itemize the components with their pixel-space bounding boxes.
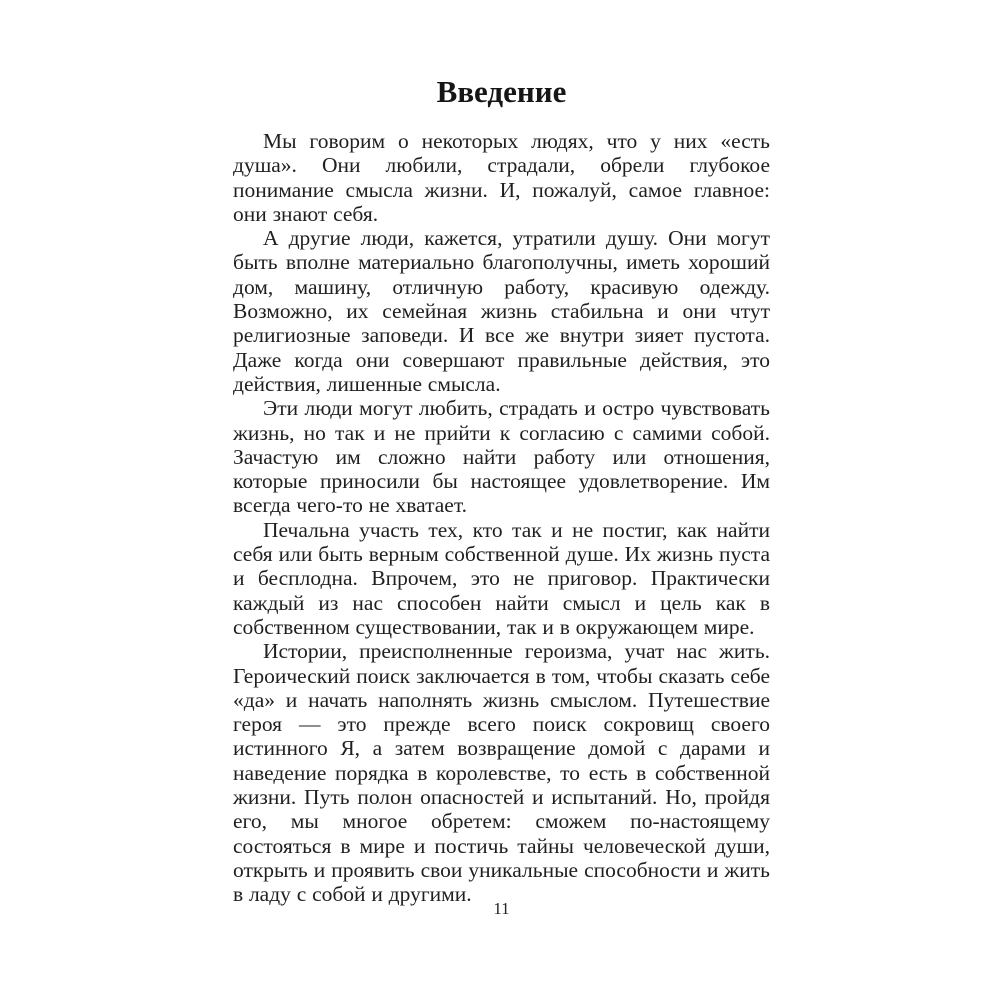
paragraph-5: Истории, преисполненные героизма, учат нас жить. Героический поиск заключается в том, чтобы сказать себе «да» и начать наполнять жизнь смыслом. Путешествие героя — это прежде всего поиск сокровищ своего истинного Я, а затем возвращение домой с дарами и наведение порядка в королевстве, то есть в собственной жизни. Путь полон опасностей и испытаний. Но, пройдя его, мы многое обретем: сможем по-настоящему состояться в мире и постичь тайны человеческой души, открыть и проявить свои уникальные способности и жить в ладу с собой и другими.	[233, 639, 770, 907]
chapter-title: Введение	[436, 74, 567, 109]
page-number: 11	[493, 899, 510, 918]
paragraph-1: Мы говорим о некоторых людях, что у них «есть душа». Они любили, страдали, обрели глубокое понимание смысла жизни. И, пожалуй, самое главное: они знают себя.	[233, 129, 770, 226]
paragraph-4: Печальна участь тех, кто так и не постиг, как найти себя или быть верным собственной душе. Их жизнь пуста и бесплодна. Впрочем, это не приговор. Практически каждый из нас способен найти смысл и цель как в собственном существовании, так и в окружающем мире.	[233, 517, 770, 639]
paragraph-2: А другие люди, кажется, утратили душу. Они могут быть вполне материально благополучны, иметь хороший дом, машину, отличную работу, красивую одежду. Возможно, их семейная жизнь стабильна и они чтут религиозные заповеди. И все же внутри зияет пустота. Даже когда они совершают правильные действия, это действия, лишенные смысла.	[233, 226, 770, 396]
paragraph-3: Эти люди могут любить, страдать и остро чувствовать жизнь, но так и не прийти к согласию с самими собой. Зачастую им сложно найти работу или отношения, которые приносили бы настоящее удовлетворение. Им всегда чего-то не хватает.	[233, 396, 770, 518]
page-body	[233, 129, 770, 907]
